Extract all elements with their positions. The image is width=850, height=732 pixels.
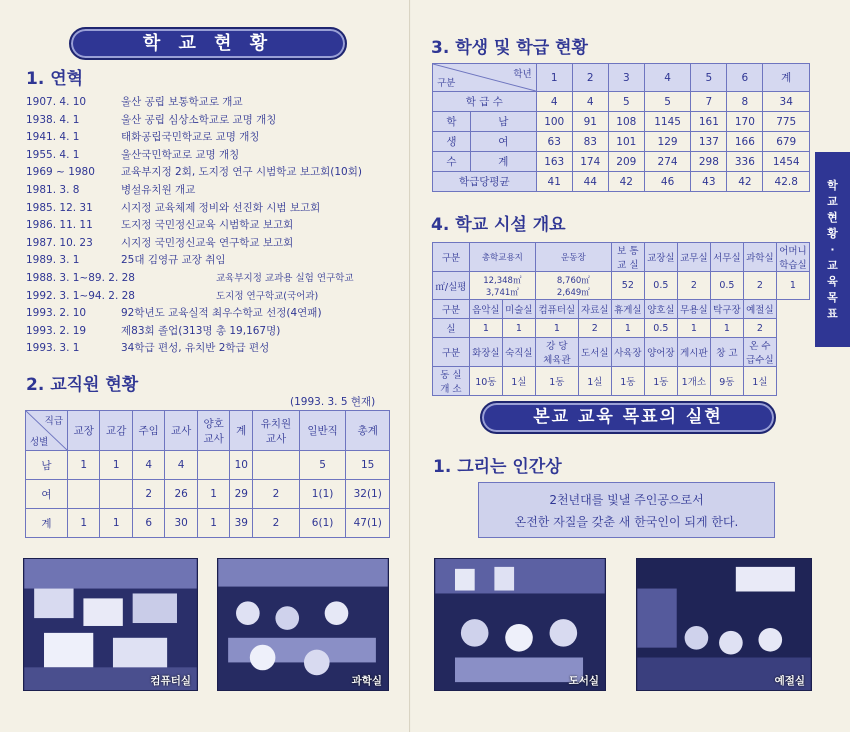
history-item <box>26 94 406 112</box>
facility-cell: 양호실 <box>644 300 677 319</box>
grade-col-header: 계 <box>763 64 810 92</box>
history-date: 1993. 2. 10 <box>26 307 87 320</box>
grade-col-header: 2 <box>572 64 608 92</box>
facility-cell: 1 <box>776 272 809 300</box>
facility-cell: 총학교용지 <box>469 243 535 272</box>
history-text: 교육부지정 교과용 실험 연구학교 <box>216 272 354 284</box>
history-item <box>26 129 406 147</box>
staff-corner-cell <box>26 411 68 451</box>
facility-cell: 0.5 <box>644 319 677 338</box>
facility-cell: 운동장 <box>535 243 611 272</box>
facility-cell: 교장실 <box>644 243 677 272</box>
history-text: 25대 김영규 교장 취임 <box>121 254 226 267</box>
staff-cell: 4 <box>132 451 164 480</box>
computer-room-photo <box>23 558 198 691</box>
facility-cell: 도서실 <box>578 338 611 367</box>
goal-box <box>478 482 775 538</box>
etiquette-room-image <box>637 559 811 690</box>
history-list <box>26 94 406 358</box>
history-text: 도지정 연구학교(국어과) <box>216 290 319 302</box>
per-class-cell: 42.8 <box>763 172 810 192</box>
per-class-cell: 42 <box>727 172 763 192</box>
per-class-cell: 46 <box>644 172 691 192</box>
facility-cell: 52 <box>611 272 644 300</box>
student-cell: 274 <box>644 152 691 172</box>
per-class-cell: 41 <box>536 172 572 192</box>
left-page <box>0 0 410 732</box>
facility-cell: 교무실 <box>677 243 710 272</box>
facility-cell: 2 <box>578 319 611 338</box>
class-count-cell: 4 <box>536 92 572 112</box>
history-item <box>26 270 406 288</box>
staff-col-header: 교감 <box>100 411 132 451</box>
facility-cell: 예절실 <box>743 300 776 319</box>
staff-col-header: 계 <box>230 411 253 451</box>
history-date: 1981. 3. 8 <box>26 183 80 196</box>
facility-heading: 4. 학교 시설 개요 <box>431 215 566 235</box>
staff-cell: 1 <box>197 509 229 538</box>
facility-cell: 서무실 <box>710 243 743 272</box>
facility-row <box>433 243 810 272</box>
staff-cell: 1 <box>68 451 100 480</box>
staff-cell: 2 <box>253 480 300 509</box>
per-class-label: 학급당평균 <box>433 172 537 192</box>
staff-cell: 1(1) <box>299 480 346 509</box>
per-class-cell: 42 <box>608 172 644 192</box>
grade-col-header: 1 <box>536 64 572 92</box>
history-text: 울산 공립 보통학교로 개교 <box>121 96 243 108</box>
staff-cell: 39 <box>230 509 253 538</box>
facility-cell: 무용실 <box>677 300 710 319</box>
staff-row <box>26 480 390 509</box>
history-date: 1992. 3. 1~94. 2. 28 <box>26 289 135 302</box>
student-cell: 91 <box>572 112 608 132</box>
student-cell: 83 <box>572 132 608 152</box>
staff-cell: 2 <box>253 509 300 538</box>
class-count-cell: 5 <box>608 92 644 112</box>
student-cell: 336 <box>727 152 763 172</box>
history-date: 1955. 4. 1 <box>26 148 80 161</box>
staff-cell <box>68 480 100 509</box>
staff-cell: 1 <box>197 480 229 509</box>
staff-row <box>26 509 390 538</box>
student-cell: 209 <box>608 152 644 172</box>
facility-cell: 1 <box>710 319 743 338</box>
staff-table <box>25 410 390 538</box>
student-label-char: 수 <box>433 152 471 172</box>
facility-cell: 9동 <box>710 367 743 396</box>
computer-room-image <box>24 559 197 690</box>
staff-col-header: 일반직 <box>299 411 346 451</box>
staff-col-header: 유치원 교사 <box>253 411 300 451</box>
facility-cell: 휴게실 <box>611 300 644 319</box>
facility-row <box>433 272 810 300</box>
history-text: 울산 공립 심상소학교로 교명 개칭 <box>121 113 277 126</box>
facility-cell: 과학실 <box>743 243 776 272</box>
grade-header-type: 구분 <box>437 78 456 89</box>
per-class-cell: 44 <box>572 172 608 192</box>
staff-cell: 1 <box>100 509 132 538</box>
history-item <box>26 217 406 235</box>
student-cell: 679 <box>763 132 810 152</box>
side-tab <box>815 152 850 347</box>
staff-heading: 2. 교직원 현황 <box>26 375 139 395</box>
history-text: 도지정 국민정신교육 시범학교 보고회 <box>121 219 294 232</box>
facility-row <box>433 367 810 396</box>
student-cell: 1145 <box>644 112 691 132</box>
staff-cell: 4 <box>165 451 197 480</box>
facility-cell: 1실 <box>743 367 776 396</box>
history-item <box>26 340 406 358</box>
student-cell: 163 <box>536 152 572 172</box>
facility-cell: 동 실 개 소 <box>433 367 470 396</box>
staff-cell: 30 <box>165 509 197 538</box>
facility-row <box>433 300 810 319</box>
staff-header-gender: 성별 <box>30 437 49 448</box>
staff-cell <box>197 451 229 480</box>
etiquette-room-photo <box>636 558 812 691</box>
history-date: 1988. 3. 1~89. 2. 28 <box>26 271 135 284</box>
etiquette-room-caption: 예절실 <box>774 675 805 687</box>
student-cell: 108 <box>608 112 644 132</box>
history-text: 34학급 편성, 유치반 2학급 편성 <box>121 342 270 355</box>
staff-cell: 26 <box>165 480 197 509</box>
science-room-caption: 과학실 <box>351 675 382 687</box>
facility-table <box>432 242 810 396</box>
grade-col-header: 4 <box>644 64 691 92</box>
staff-cell: 2 <box>132 480 164 509</box>
facility-cell: ㎡/실평 <box>433 272 470 300</box>
library-image <box>435 559 605 690</box>
goal-line-2: 온전한 자질을 갖춘 새 한국인이 되게 한다. <box>514 515 739 529</box>
facility-cell: 2 <box>677 272 710 300</box>
students-heading: 3. 학생 및 학급 현황 <box>431 38 588 58</box>
facility-cell: 음악실 <box>469 300 502 319</box>
facility-cell: 1실 <box>578 367 611 396</box>
student-cell: 161 <box>691 112 727 132</box>
facility-cell: 양어장 <box>644 338 677 367</box>
school-status-banner: 학 교 현 황 <box>69 27 347 60</box>
science-room-photo <box>217 558 389 691</box>
library-photo <box>434 558 606 691</box>
staff-col-header: 양호 교사 <box>197 411 229 451</box>
staff-cell: 32(1) <box>346 480 390 509</box>
facility-cell: 보 통 교 실 <box>611 243 644 272</box>
class-count-label: 학 급 수 <box>433 92 537 112</box>
history-date: 1989. 3. 1 <box>26 254 80 267</box>
student-cell: 298 <box>691 152 727 172</box>
history-item <box>26 252 406 270</box>
staff-col-header: 교장 <box>68 411 100 451</box>
facility-cell: 1실 <box>502 367 535 396</box>
student-gender-label: 계 <box>471 152 537 172</box>
side-tab-label: 학교현황·교육목표 <box>827 178 838 320</box>
history-item <box>26 164 406 182</box>
staff-cell: 1 <box>100 451 132 480</box>
facility-cell: 게시판 <box>677 338 710 367</box>
facility-cell: 사육장 <box>611 338 644 367</box>
facility-cell: 구분 <box>433 338 470 367</box>
facility-cell: 1 <box>611 319 644 338</box>
student-cell: 174 <box>572 152 608 172</box>
student-cell: 129 <box>644 132 691 152</box>
facility-cell: 12,348㎡ 3,741㎡ <box>469 272 535 300</box>
grade-col-header: 5 <box>691 64 727 92</box>
computer-room-caption: 컴퓨터실 <box>150 675 191 687</box>
facility-cell: 화장실 <box>469 338 502 367</box>
history-text: 제83회 졸업(313명 총 19,167명) <box>121 324 281 337</box>
student-gender-label: 여 <box>471 132 537 152</box>
history-item <box>26 235 406 253</box>
student-row <box>433 152 810 172</box>
staff-row-label: 남 <box>26 451 68 480</box>
facility-cell: 1개소 <box>677 367 710 396</box>
facility-cell: 실 <box>433 319 470 338</box>
history-text: 태화공립국민학교로 교명 개칭 <box>121 131 260 144</box>
staff-cell <box>253 451 300 480</box>
class-count-cell: 8 <box>727 92 763 112</box>
history-item <box>26 288 406 306</box>
student-cell: 101 <box>608 132 644 152</box>
history-date: 1969 ~ 1980 <box>26 166 95 179</box>
facility-cell: 구분 <box>433 300 470 319</box>
staff-col-header: 총계 <box>346 411 390 451</box>
facility-cell: 어머니 학습실 <box>776 243 809 272</box>
facility-cell: 탁구장 <box>710 300 743 319</box>
library-caption: 도서실 <box>568 675 599 687</box>
history-item <box>26 305 406 323</box>
student-cell: 1454 <box>763 152 810 172</box>
facility-cell: 0.5 <box>644 272 677 300</box>
class-count-cell: 5 <box>644 92 691 112</box>
student-cell: 100 <box>536 112 572 132</box>
history-text: 시지정 국민정신교육 연구학교 보고회 <box>121 236 294 249</box>
facility-cell: 1 <box>535 319 578 338</box>
staff-cell <box>100 480 132 509</box>
facility-cell: 1동 <box>611 367 644 396</box>
history-item <box>26 147 406 165</box>
facility-cell: 1동 <box>535 367 578 396</box>
history-date: 1907. 4. 10 <box>26 96 87 108</box>
facility-cell: 0.5 <box>710 272 743 300</box>
grade-header-year: 학년 <box>513 69 532 80</box>
student-row <box>433 132 810 152</box>
person-heading: 1. 그리는 인간상 <box>433 457 562 477</box>
students-table <box>432 63 810 192</box>
history-text: 92학년도 교육실적 최우수학교 선정(4연패) <box>121 307 322 320</box>
history-item <box>26 200 406 218</box>
staff-cell: 5 <box>299 451 346 480</box>
staff-col-header: 주임 <box>132 411 164 451</box>
student-cell: 137 <box>691 132 727 152</box>
facility-cell: 1동 <box>644 367 677 396</box>
facility-row <box>433 338 810 367</box>
staff-cell: 10 <box>230 451 253 480</box>
goal-line-1: 2천년대를 빛낼 주인공으로서 <box>549 493 704 507</box>
staff-cell: 6(1) <box>299 509 346 538</box>
class-count-cell: 4 <box>572 92 608 112</box>
student-gender-label: 남 <box>471 112 537 132</box>
student-cell: 63 <box>536 132 572 152</box>
science-room-image <box>218 559 388 690</box>
facility-cell: 1 <box>502 319 535 338</box>
goal-banner: 본교 교육 목표의 실현 <box>480 401 776 434</box>
history-date: 1986. 11. 11 <box>26 219 93 232</box>
student-label-char: 학 <box>433 112 471 132</box>
staff-row-label: 여 <box>26 480 68 509</box>
facility-cell: 창 고 <box>710 338 743 367</box>
history-date: 1985. 12. 31 <box>26 201 93 214</box>
student-row <box>433 112 810 132</box>
grade-col-header: 3 <box>608 64 644 92</box>
grade-corner-cell <box>433 64 537 92</box>
student-cell: 166 <box>727 132 763 152</box>
staff-cell: 29 <box>230 480 253 509</box>
student-cell: 170 <box>727 112 763 132</box>
staff-row-label: 계 <box>26 509 68 538</box>
facility-cell: 강 당 체육관 <box>535 338 578 367</box>
student-cell: 775 <box>763 112 810 132</box>
history-text: 교육부지정 2회, 도지정 연구 시범학교 보고회(10회) <box>121 166 362 179</box>
facility-cell: 2 <box>743 272 776 300</box>
staff-cell: 47(1) <box>346 509 390 538</box>
staff-date: (1993. 3. 5 현재) <box>290 396 376 408</box>
history-text: 울산국민학교로 교명 개칭 <box>121 148 240 161</box>
history-date: 1938. 4. 1 <box>26 113 80 126</box>
facility-cell: 1 <box>469 319 502 338</box>
staff-header-rank: 직급 <box>44 416 63 427</box>
history-item <box>26 323 406 341</box>
grade-col-header: 6 <box>727 64 763 92</box>
history-heading: 1. 연혁 <box>26 69 84 89</box>
history-item <box>26 182 406 200</box>
facility-cell: 미술실 <box>502 300 535 319</box>
history-text: 시지정 교육체제 정비와 선진화 시범 보고회 <box>121 201 321 214</box>
facility-cell: 자료실 <box>578 300 611 319</box>
history-text: 병설유치원 개교 <box>121 183 196 196</box>
staff-cell: 1 <box>68 509 100 538</box>
class-count-cell: 34 <box>763 92 810 112</box>
facility-cell: 온 수 급수실 <box>743 338 776 367</box>
history-date: 1987. 10. 23 <box>26 236 93 249</box>
facility-row <box>433 319 810 338</box>
staff-cell: 6 <box>132 509 164 538</box>
facility-cell: 컴퓨터실 <box>535 300 578 319</box>
facility-cell: 8,760㎡ 2,649㎡ <box>535 272 611 300</box>
staff-col-header: 교사 <box>165 411 197 451</box>
facility-cell: 구분 <box>433 243 470 272</box>
per-class-cell: 43 <box>691 172 727 192</box>
facility-cell: 10동 <box>469 367 502 396</box>
facility-cell: 1 <box>677 319 710 338</box>
history-date: 1941. 4. 1 <box>26 131 80 144</box>
history-item <box>26 112 406 130</box>
history-date: 1993. 3. 1 <box>26 342 80 355</box>
student-label-char: 생 <box>433 132 471 152</box>
facility-cell: 숙직실 <box>502 338 535 367</box>
history-date: 1993. 2. 19 <box>26 324 87 337</box>
staff-cell: 15 <box>346 451 390 480</box>
staff-row <box>26 451 390 480</box>
class-count-cell: 7 <box>691 92 727 112</box>
facility-cell: 2 <box>743 319 776 338</box>
